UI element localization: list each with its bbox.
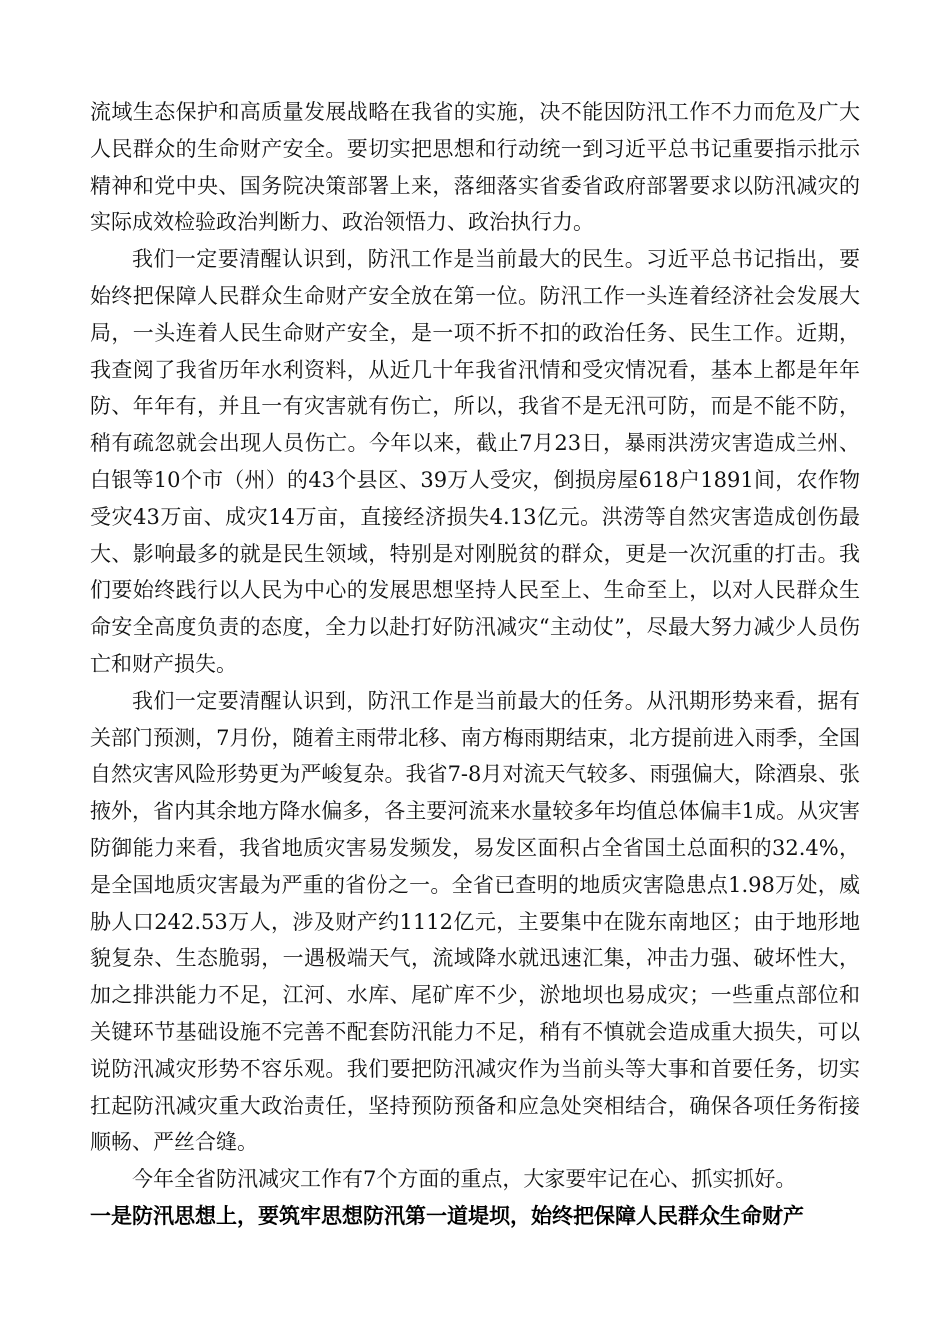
document-body bbox=[90, 94, 860, 1235]
paragraph-task: 我们一定要清醒认识到，防汛工作是当前最大的任务。从汛期形势来看，据有关部门预测，7月份，随着主雨带北移、南方梅雨期结束，北方提前进入雨季，全国自然灾害风险形势更为严峻复杂。我省7-8月对流天气较多、雨强偏大，除酒泉、张掖外，省内其余地方降水偏多，各主要河流来水量较多年均值总体偏丰1成。从灾害防御能力来看，我省地质灾害易发频发，易发区面积占全省国土总面积的32.4%，是全国地质灾害最为严重的省份之一。全省已查明的地质灾害隐患点1.98万处，威胁人口242.53万人，涉及财产约1112亿元，主要集中在陇东南地区；由于地形地貌复杂、生态脆弱，一遇极端天气，流域降水就迅速汇集，冲击力强、破坏性大，加之排洪能力不足，江河、水库、尾矿库不少，淤地坝也易成灾；一些重点部位和关键环节基础设施不完善不配套防汛能力不足，稍有不慎就会造成重大损失，可以说防汛减灾形势不容乐观。我们要把防汛减灾作为当前头等大事和首要任务，切实扛起防汛减灾重大政治责任，坚持预防预备和应急处突相结合，确保各项任务衔接顺畅、严丝合缝。 bbox=[90, 688, 860, 1155]
paragraph-livelihood: 我们一定要清醒认识到，防汛工作是当前最大的民生。习近平总书记指出，要始终把保障人民群众生命财产安全放在第一位。防汛工作一头连着经济社会发展大局，一头连着人民生命财产安全，是一项不折不扣的政治任务、民生工作。近期，我查阅了我省历年水利资料，从近几十年我省汛情和受灾情况看，基本上都是年年防、年年有，并且一有灾害就有伤亡，所以，我省不是无汛可防，而是不能不防，稍有疏忽就会出现人员伤亡。今年以来，截止7月23日，暴雨洪涝灾害造成兰州、白银等10个市（州）的43个县区、39万人受灾，倒损房屋618户1891间，农作物受灾43万亩、成灾14万亩，直接经济损失4.13亿元。洪涝等自然灾害造成创伤最大、影响最多的就是民生领域，特别是对刚脱贫的群众，更是一次沉重的打击。我们要始终践行以人民为中心的发展思想坚持人民至上、生命至上，以对人民群众生命安全高度负责的态度，全力以赴打好防汛减灾“主动仗”，尽最大努力减少人员伤亡和财产损失。 bbox=[90, 247, 860, 676]
paragraph-priorities-intro: 今年全省防汛减灾工作有7个方面的重点，大家要牢记在心、抓实抓好。 bbox=[132, 1167, 797, 1192]
paragraph-point-one-heading: 一是防汛思想上，要筑牢思想防汛第一道堤坝，始终把保障人民群众生命财产 bbox=[90, 1202, 804, 1228]
paragraph-continuation: 流域生态保护和高质量发展战略在我省的实施，决不能因防汛工作不力而危及广大人民群众的生命财产安全。要切实把思想和行动统一到习近平总书记重要指示批示精神和党中央、国务院决策部署上来，落细落实省委省政府部署要求以防汛减灾的实际成效检验政治判断力、政治领悟力、政治执行力。 bbox=[90, 100, 860, 235]
